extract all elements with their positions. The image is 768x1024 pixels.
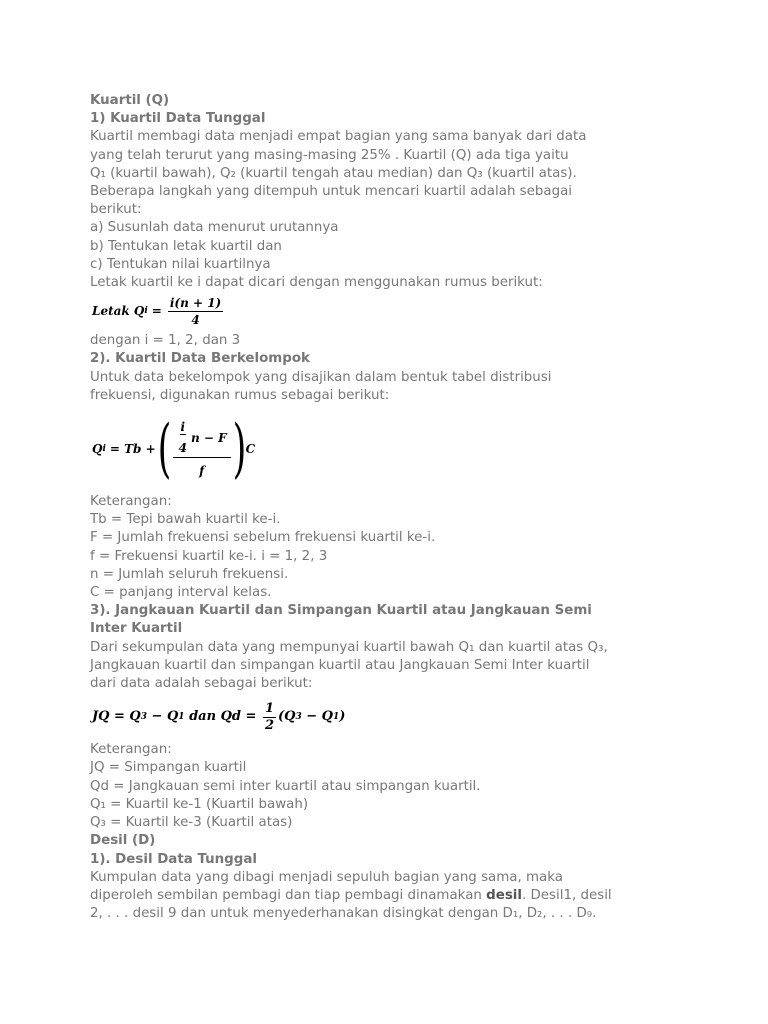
subsection-title-jangkauan-cont: Inter Kuartil	[90, 621, 183, 637]
paragraph-line: Kuartil membagi data menjadi empat bagian yang sama banyak dari data	[90, 129, 587, 145]
formula-part: )	[339, 709, 346, 725]
list-item: b) Tentukan letak kuartil dan	[90, 238, 282, 254]
paragraph-line: Untuk data bekelompok yang disajikan dalam bentuk tabel distribusi	[90, 369, 552, 385]
document	[90, 92, 690, 923]
paragraph-line: Beberapa langkah yang ditempuh untuk mencari kuartil adalah sebagai	[90, 184, 573, 200]
right-paren: )	[232, 412, 247, 487]
formula-middle: = Tb +	[109, 441, 156, 456]
formula-fraction	[168, 296, 223, 327]
fraction-denominator: 4	[191, 312, 200, 327]
definition-line: Q₃ = Kuartil ke-3 (Kuartil atas)	[90, 815, 293, 831]
paragraph-line: Dari sekumpulan data yang mempunyai kuartil bawah Q₁ dan kuartil atas Q₃,	[90, 639, 608, 655]
big-fraction-numerator	[173, 420, 231, 458]
left-paren: (	[157, 412, 172, 487]
section-title-kuartil: Kuartil (Q)	[90, 93, 170, 108]
subsection-title-kuartil-berkelompok: 2). Kuartil Data Berkelompok	[90, 351, 310, 367]
definition-line: JQ = Simpangan kuartil	[90, 760, 247, 776]
paragraph-line: Letak kuartil ke i dapat dicari dengan menggunakan rumus berikut:	[90, 275, 543, 291]
formula-part: − Q	[147, 709, 179, 725]
definition-line: f = Frekuensi kuartil ke-i. i = 1, 2, 3	[90, 548, 328, 564]
definition-line: Tb = Tepi bawah kuartil ke-i.	[90, 512, 281, 528]
formula-kuartil-berkelompok: Q i = Tb + ( $\frac{i}{4}$ n − F f ) C	[92, 412, 256, 487]
keterangan-label: Keterangan:	[90, 742, 172, 758]
numerator-rest: n − F	[191, 430, 227, 445]
inner-fraction-numerator: i	[180, 420, 186, 435]
inner-fraction	[179, 420, 187, 455]
formula-tail: C	[245, 441, 256, 456]
paragraph-line: berikut:	[90, 202, 142, 218]
bold-term-desil: desil	[486, 887, 522, 903]
formula-lhs: Q	[92, 441, 103, 456]
subsection-title-jangkauan: 3). Jangkauan Kuartil dan Simpangan Kuartil atau Jangkauan Semi	[90, 603, 592, 619]
paragraph-line: yang telah terurut yang masing-masing 25% . Kuartil (Q) ada tiga yaitu	[90, 147, 569, 163]
definition-line: Q₁ = Kuartil ke-1 (Kuartil bawah)	[90, 796, 309, 812]
list-item: a) Susunlah data menurut urutannya	[90, 220, 339, 236]
fraction-denominator: 2	[264, 717, 274, 733]
inner-fraction-denominator: 4	[178, 441, 187, 456]
paragraph-line: dengan i = 1, 2, dan 3	[90, 333, 241, 349]
formula-big-fraction	[173, 420, 231, 478]
fraction-numerator: i(n + 1)	[169, 295, 222, 310]
definition-line: Qd = Jangkauan semi inter kuartil atau simpangan kuartil.	[90, 778, 481, 794]
formula-part: − Q	[301, 709, 334, 725]
paragraph-line: frekuensi, digunakan rumus sebagai berikut:	[90, 387, 390, 403]
paragraph-line: 2, . . . desil 9 dan untuk menyederhanakan disingkat dengan D₁, D₂, . . . D₉.	[90, 906, 597, 922]
fraction-numerator: 1	[264, 700, 274, 716]
definition-line: F = Jumlah frekuensi sebelum frekuensi kuartil ke-i.	[90, 530, 436, 546]
list-item: c) Tentukan nilai kuartilnya	[90, 256, 271, 272]
text-run: diperoleh sembilan pembagi dan tiap pembagi dinamakan	[90, 887, 487, 903]
text-run: . Desil1, desil	[521, 887, 612, 903]
formula-part: (Q	[277, 709, 296, 725]
keterangan-label: Keterangan:	[90, 494, 172, 510]
paragraph-line: Jangkauan kuartil dan simpangan kuartil atau Jangkauan Semi Inter kuartil	[90, 657, 590, 673]
definition-line: n = Jumlah seluruh frekuensi.	[90, 566, 289, 582]
subsection-title-desil-tunggal: 1). Desil Data Tunggal	[90, 851, 257, 867]
formula-jangkauan-kuartil: JQ = Q 3 − Q 1 dan Qd = $\frac{1}{2}$ (Q 3 − Q 1 )	[92, 700, 346, 733]
formula-part: JQ = Q	[92, 709, 141, 725]
definition-line: C = panjang interval kelas.	[90, 585, 272, 601]
paragraph-line: Kumpulan data yang dibagi menjadi sepuluh bagian yang sama, maka	[90, 869, 563, 885]
paragraph-line: dari data adalah sebagai berikut:	[90, 676, 313, 692]
formula-equals: =	[151, 304, 162, 319]
formula-lhs: Letak Q	[92, 304, 145, 319]
paragraph-line: Q₁ (kuartil bawah), Q₂ (kuartil tengah atau median) dan Q₃ (kuartil atas).	[90, 165, 577, 181]
formula-part: dan Qd =	[184, 709, 261, 725]
subsection-title-kuartil-tunggal: 1) Kuartil Data Tunggal	[90, 111, 266, 127]
paragraph-line	[90, 887, 690, 905]
big-fraction-denominator: f	[199, 464, 205, 479]
section-title-desil: Desil (D)	[90, 833, 156, 849]
formula-fraction	[263, 702, 276, 733]
formula-letak-kuartil: Letak Q i = $\frac{i(n + 1)}{4}$	[92, 295, 222, 327]
